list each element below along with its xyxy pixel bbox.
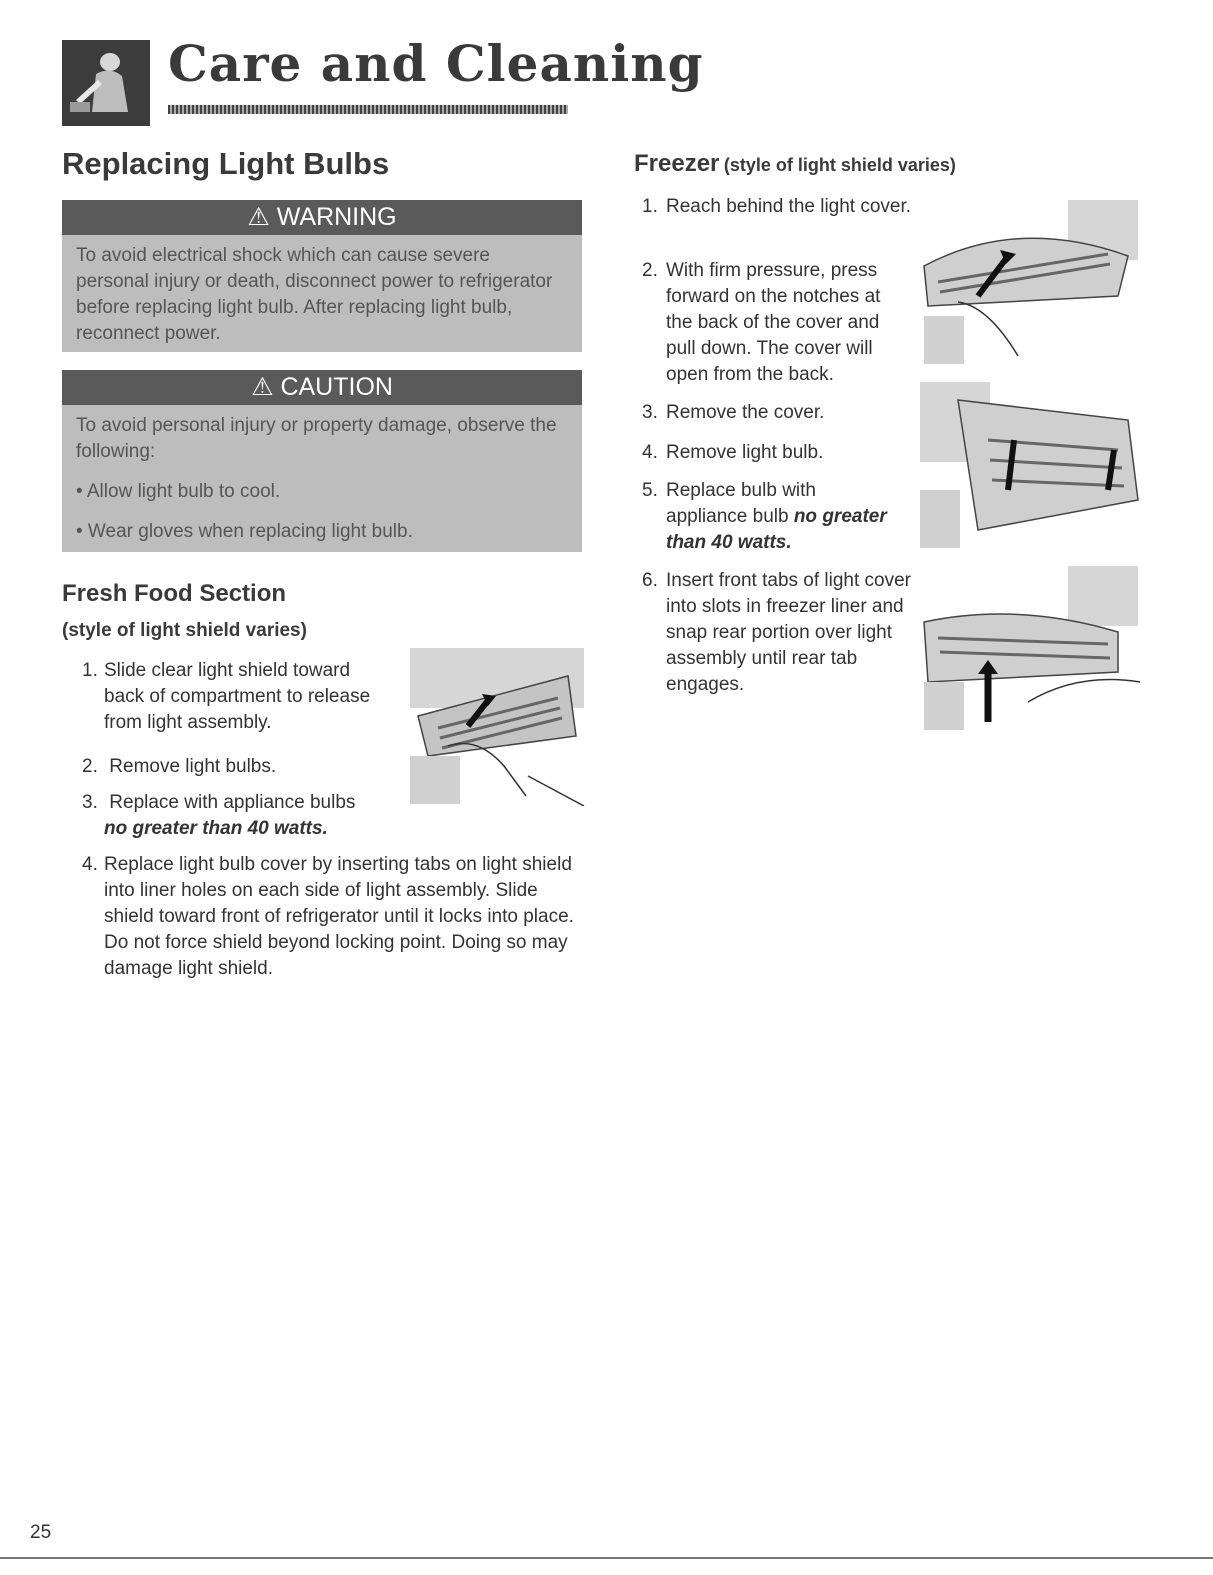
fresh-food-light-shield-illustration [408, 646, 586, 806]
caution-bullet: • Wear gloves when replacing light bulb. [76, 521, 413, 542]
warning-label: WARNING [276, 203, 397, 231]
section-heading: Replacing Light Bulbs [62, 146, 390, 181]
freezer-cover-pull-illustration [918, 196, 1144, 368]
fresh-food-heading: Fresh Food Section [62, 580, 287, 607]
warning-text: To avoid electrical shock which can cause severe personal injury or death, disconnect power to refrigerator before replacing light bulb. After replacing light bulb, reconnect power. [76, 245, 553, 344]
list-item: 2. With firm pressure, press forward on the notches at the back of the cover and pull down. The cover will open from the back. [642, 260, 881, 385]
list-item: 5. Replace bulb with appliance bulb no greater than 40 watts. [642, 480, 887, 553]
caution-label: CAUTION [280, 373, 393, 401]
footer-rule [0, 1557, 1213, 1559]
warning-header [62, 200, 582, 235]
page-number: 25 [30, 1522, 52, 1543]
freezer-cover-install-illustration [918, 562, 1144, 734]
warning-triangle-icon: ⚠ [247, 203, 270, 231]
list-item: 1. Slide clear light shield toward back of compartment to release from light assembly. [82, 660, 371, 733]
caution-panel [62, 370, 582, 552]
freezer-cover-open-illustration [918, 380, 1144, 550]
header-rule [168, 105, 568, 114]
warning-panel [62, 200, 582, 352]
freezer-heading-note: (style of light shield varies) [723, 155, 956, 175]
caution-header [62, 370, 582, 405]
list-item: 6. Insert front tabs of light cover into slots in freezer liner and snap rear portion over light assembly until rear tab engages. [642, 570, 912, 695]
fresh-food-subheading: (style of light shield varies) [62, 620, 307, 641]
caution-intro: To avoid personal injury or property damage, observe the following: [76, 415, 557, 462]
freezer-heading-line [634, 150, 956, 178]
cleaning-person-icon [62, 40, 150, 126]
caution-bullet: • Allow light bulb to cool. [76, 481, 281, 502]
caution-triangle-icon: ⚠ [251, 373, 274, 401]
list-item: 4. Remove light bulb. [642, 442, 824, 463]
list-item: 1. Reach behind the light cover. [642, 196, 912, 217]
freezer-heading: Freezer [634, 150, 720, 177]
list-item: 3. Remove the cover. [642, 402, 825, 423]
list-item: 2. Remove light bulbs. [82, 756, 277, 777]
list-item: 4. Replace light bulb cover by inserting tabs on light shield into liner holes on each side of light assembly. Slide shield toward front of refrigerator until it locks into place. Do not force shield beyond locking point. Doing so may damage light shield. [82, 854, 574, 979]
page-header-title: Care and Cleaning [168, 34, 704, 93]
list-item: 3. Replace with appliance bulbs no greater than 40 watts. [82, 792, 356, 839]
